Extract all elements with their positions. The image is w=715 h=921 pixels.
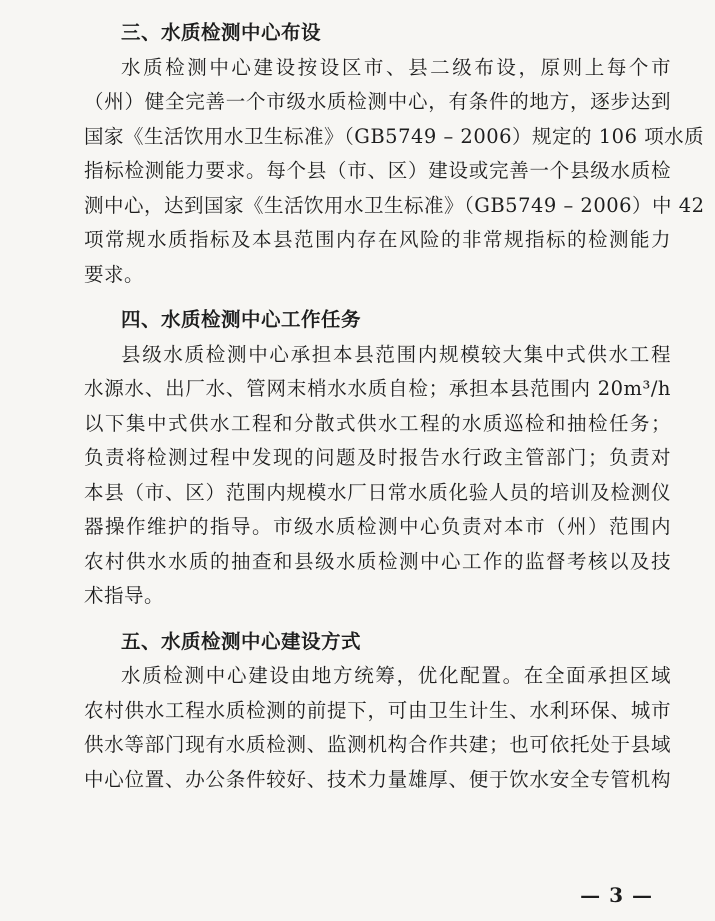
paragraph-line: 负责将检测过程中发现的问题及时报告水行政主管部门；负责对 bbox=[84, 446, 671, 469]
paragraph-line: 中心位置、办公条件较好、技术力量雄厚、便于饮水安全专管机构 bbox=[84, 767, 671, 791]
page-number: — 3 — bbox=[580, 883, 653, 907]
paragraph-line: 器操作维护的指导。市级水质检测中心负责对本市（州）范围内 bbox=[84, 515, 671, 538]
paragraph-line: 供水等部门现有水质检测、监测机构合作共建；也可依托处于县域 bbox=[84, 733, 671, 756]
section-3 bbox=[84, 16, 705, 292]
paragraph-line: 农村供水工程水质检测的前提下，可由卫生计生、水利环保、城市 bbox=[84, 698, 671, 722]
section-4 bbox=[84, 303, 671, 614]
paragraph-line: 项常规水质指标及本县范围内存在风险的非常规指标的检测能力 bbox=[84, 228, 671, 251]
paragraph-line: 测中心，达到国家《生活饮用水卫生标准》（GB5749 – 2006）中 42 bbox=[84, 193, 705, 217]
paragraph-line: 水质检测中心建设由地方统筹，优化配置。在全面承担区域 bbox=[121, 664, 671, 687]
paragraph-line: 要求。 bbox=[84, 262, 145, 286]
section-heading: 五、水质检测中心建设方式 bbox=[121, 629, 362, 653]
paragraph-line: （州）健全完善一个市级水质检测中心，有条件的地方，逐步达到 bbox=[84, 90, 671, 113]
paragraph-line: 水源水、出厂水、管网末梢水水质自检；承担本县范围内 20m³/h bbox=[84, 377, 671, 400]
paragraph-line: 指标检测能力要求。每个县（市、区）建设或完善一个县级水质检 bbox=[84, 159, 671, 182]
section-heading: 四、水质检测中心工作任务 bbox=[121, 308, 362, 331]
paragraph-line: 水质检测中心建设按设区市、县二级布设，原则上每个市 bbox=[121, 55, 671, 79]
paragraph-line: 县级水质检测中心承担本县范围内规模较大集中式供水工程 bbox=[121, 342, 671, 366]
section-heading: 三、水质检测中心布设 bbox=[121, 21, 322, 44]
paragraph-line: 国家《生活饮用水卫生标准》（GB5749 – 2006）规定的 106 项水质 bbox=[84, 124, 705, 148]
paragraph-line: 术指导。 bbox=[84, 584, 165, 607]
paragraph-line: 农村供水水质的抽查和县级水质检测中心工作的监督考核以及技 bbox=[84, 549, 671, 573]
paragraph-line: 以下集中式供水工程和分散式供水工程的水质巡检和抽检任务； bbox=[84, 411, 671, 435]
paragraph-line: 本县（市、区）范围内规模水厂日常水质化验人员的培训及检测仪 bbox=[84, 480, 671, 504]
section-5 bbox=[84, 625, 671, 798]
